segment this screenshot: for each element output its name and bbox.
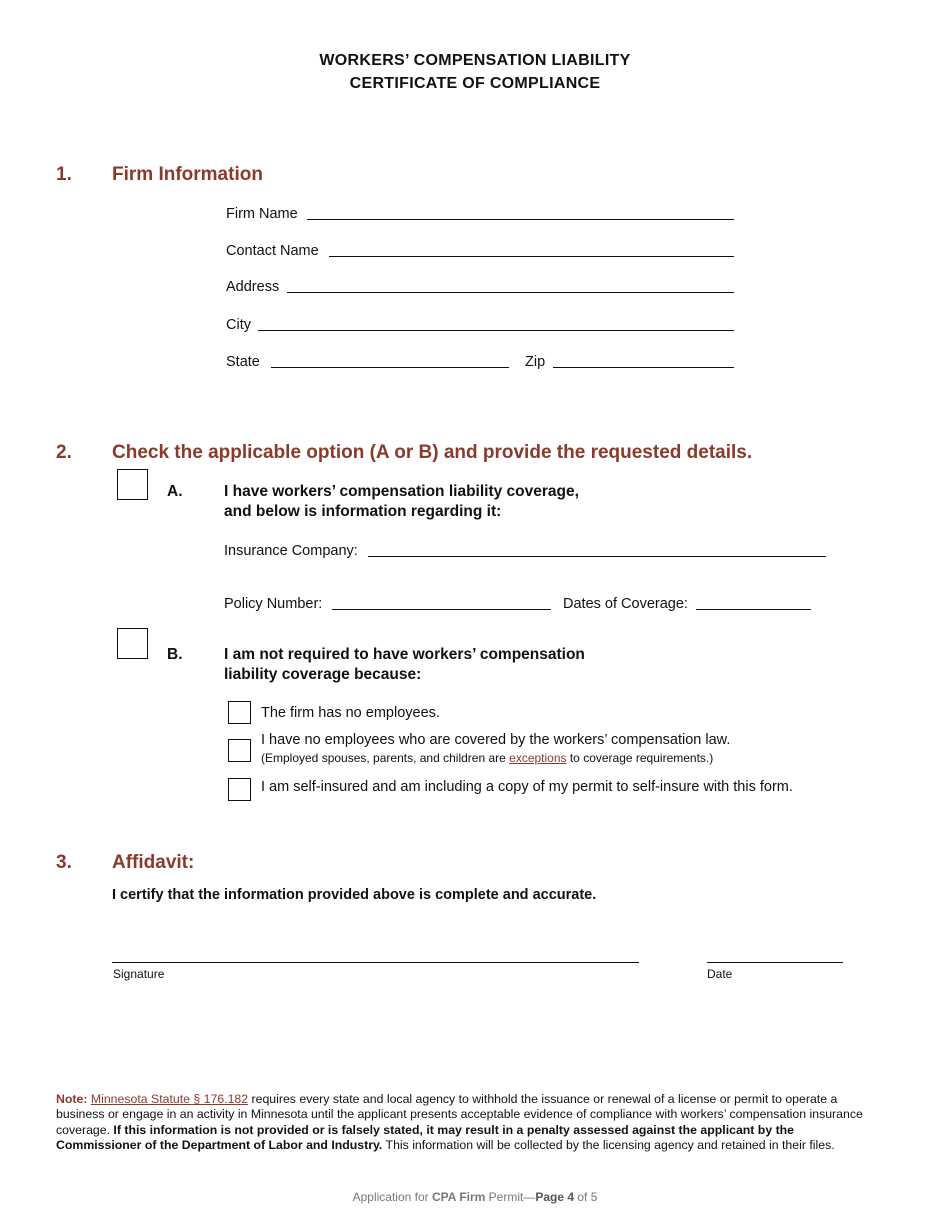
footer-prefix: Application for: [352, 1190, 432, 1204]
exceptions-note-before: (Employed spouses, parents, and children are: [261, 751, 510, 765]
dates-of-coverage-field[interactable]: [696, 609, 811, 610]
exceptions-note-after: to coverage requirements.): [566, 751, 714, 765]
signature-label: Signature: [113, 967, 165, 981]
insurance-company-field[interactable]: [368, 556, 826, 557]
exceptions-link[interactable]: exceptions: [509, 751, 567, 765]
option-a-line1: I have workers’ compensation liability coverage,: [224, 483, 579, 500]
section3-number: 3.: [56, 852, 72, 873]
option-b-checkbox[interactable]: [117, 628, 148, 659]
self-insured-label: I am self-insured and am including a copy of my permit to self-insure with this form.: [261, 779, 793, 795]
note-label: Note:: [56, 1092, 88, 1106]
option-a-letter: A.: [167, 483, 183, 500]
note-text1: requires every state and local agency to withhold the issuance or renewal of a license or permit to operate a business or engage in an activity in Minnesota until the applicant presents acceptable evidence of compliance with workers’ compensation insurance coverage.: [56, 1092, 863, 1137]
section1-title: Firm Information: [112, 164, 263, 185]
date-label: Date: [707, 967, 733, 981]
signature-field[interactable]: [112, 962, 639, 963]
affidavit-statement: I certify that the information provided above is complete and accurate.: [112, 887, 597, 903]
insurance-company-label: Insurance Company:: [224, 543, 358, 559]
dates-of-coverage-label: Dates of Coverage:: [563, 596, 688, 612]
city-field[interactable]: [258, 330, 734, 331]
address-label: Address: [226, 279, 280, 295]
policy-number-label: Policy Number:: [224, 596, 323, 612]
state-field[interactable]: [271, 367, 509, 368]
no-covered-employees-label: I have no employees who are covered by the workers’ compensation law.: [261, 732, 731, 748]
address-field[interactable]: [287, 292, 734, 293]
option-a-line2: and below is information regarding it:: [224, 503, 502, 520]
option-b-letter: B.: [167, 646, 183, 663]
zip-field[interactable]: [553, 367, 734, 368]
no-employees-label: The firm has no employees.: [261, 705, 440, 721]
footer-page-number: Page 4: [535, 1190, 575, 1204]
firm-name-label: Firm Name: [226, 206, 298, 222]
option-a-checkbox[interactable]: [117, 469, 148, 500]
footer-mid: Permit—: [485, 1190, 536, 1204]
contact-name-label: Contact Name: [226, 243, 319, 259]
state-label: State: [226, 354, 260, 370]
footer-permit-type: CPA Firm: [431, 1190, 486, 1204]
no-covered-employees-checkbox[interactable]: [228, 739, 251, 762]
zip-label: Zip: [525, 354, 546, 370]
footer-suffix: of 5: [574, 1190, 598, 1204]
page-footer: [0, 1190, 950, 1204]
exceptions-note: [261, 751, 713, 765]
section2-number: 2.: [56, 442, 72, 463]
section3-title: Affidavit:: [112, 852, 195, 873]
option-b-line1: I am not required to have workers’ compensation: [224, 646, 585, 663]
no-employees-checkbox[interactable]: [228, 701, 251, 724]
firm-name-field[interactable]: [307, 219, 734, 220]
form-title-line1: WORKERS’ COMPENSATION LIABILITY: [319, 52, 631, 69]
note-text2: This information will be collected by the licensing agency and retained in their files.: [382, 1138, 835, 1153]
contact-name-field[interactable]: [329, 256, 734, 257]
policy-number-field[interactable]: [332, 609, 551, 610]
note-bold-text: If this information is not provided or is falsely stated, it may result in a penalty assessed against the applicant by the Commissioner of the Department of Labor and Industry.: [56, 1122, 795, 1153]
compliance-note: [56, 1092, 876, 1154]
option-b-line2: liability coverage because:: [224, 666, 422, 683]
statute-link[interactable]: Minnesota Statute § 176.182: [90, 1092, 249, 1106]
section2-title: Check the applicable option (A or B) and provide the requested details.: [112, 442, 753, 463]
form-title-line2: CERTIFICATE OF COMPLIANCE: [349, 75, 601, 92]
section1-number: 1.: [56, 164, 72, 185]
self-insured-checkbox[interactable]: [228, 778, 251, 801]
date-field[interactable]: [707, 962, 843, 963]
city-label: City: [226, 317, 251, 333]
